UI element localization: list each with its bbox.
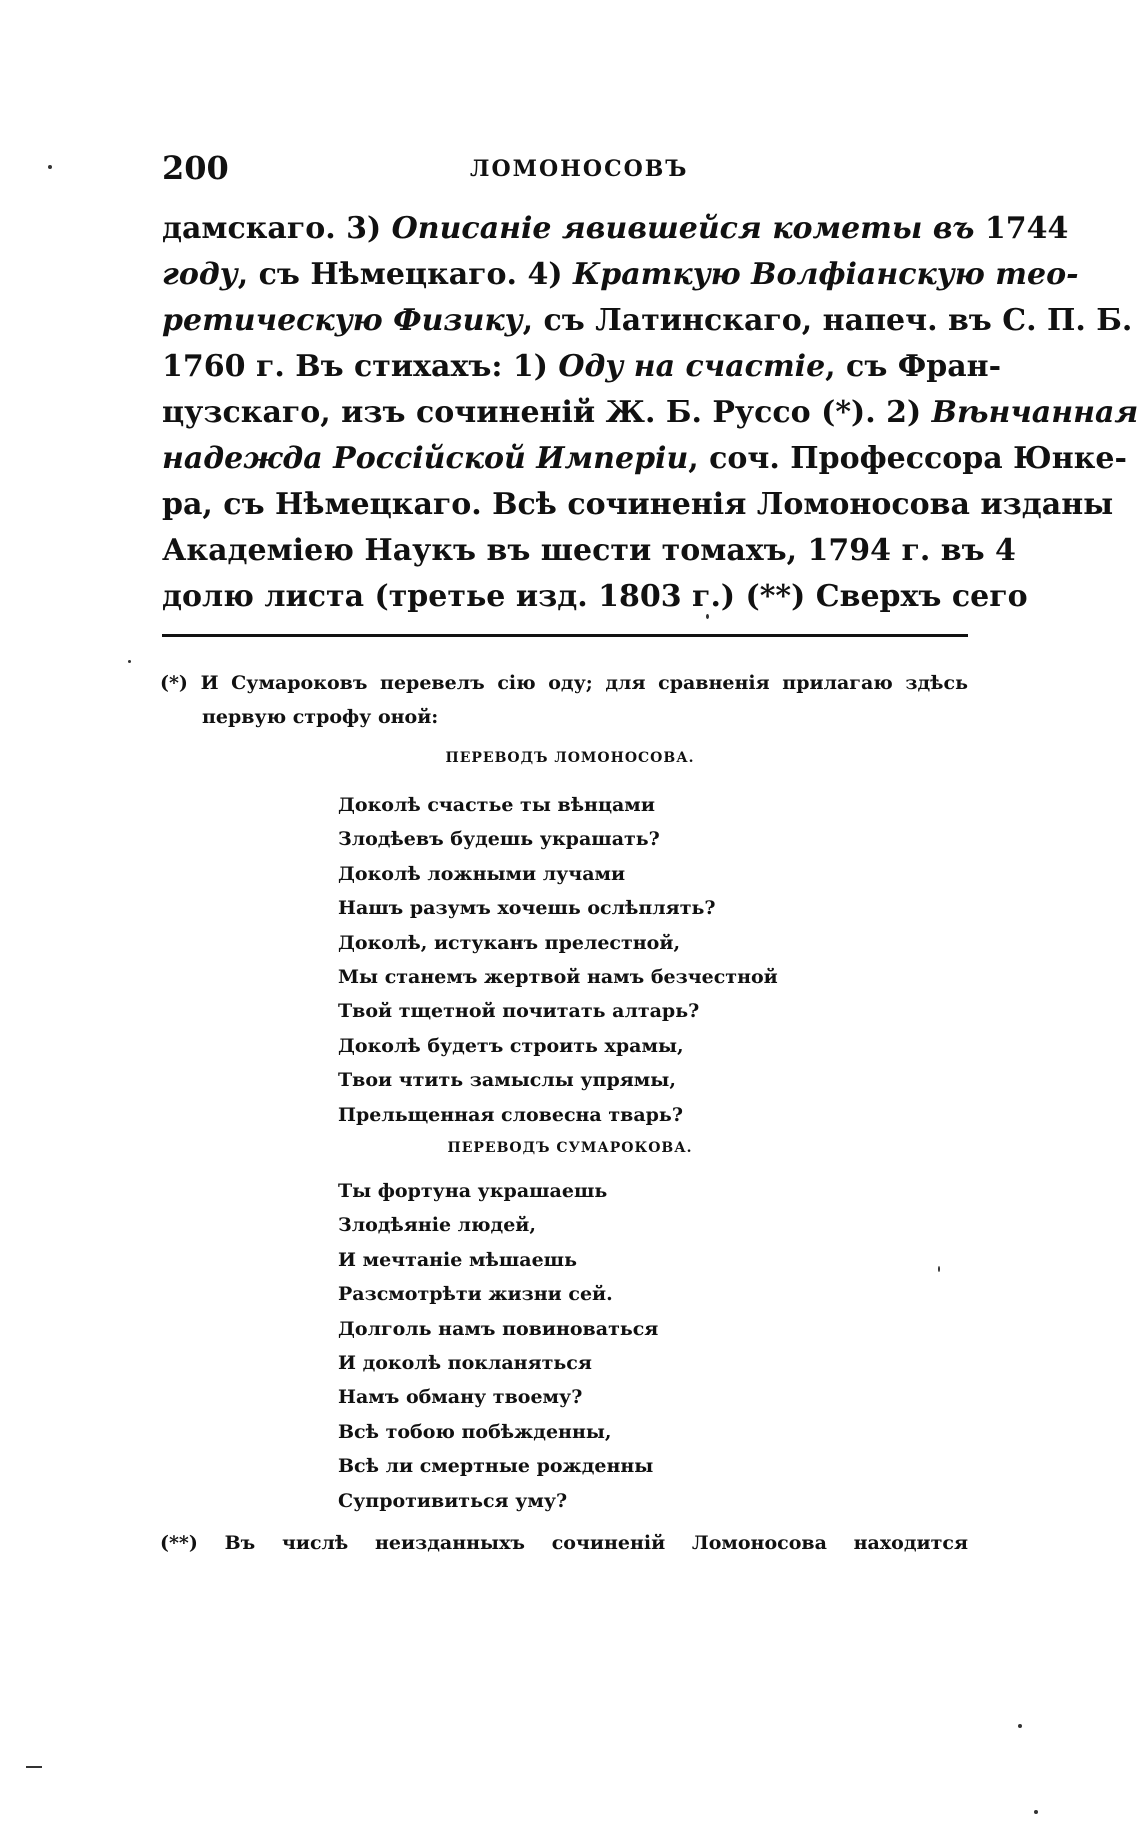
- italic-title: надежда Россійской Имперіи: [162, 441, 689, 476]
- text-line: [162, 482, 1114, 528]
- verse-line: Злодѣевъ будешь украшать?: [338, 828, 660, 851]
- verse-line: Мы станемъ жертвой намъ безчестной: [338, 966, 778, 989]
- text-line: [162, 390, 1139, 436]
- text-run: , съ Нѣмецкаго. 4): [237, 257, 573, 292]
- verse-line: Твой тщетной почитать алтарь?: [338, 1000, 700, 1023]
- sumarokov-translation-heading: ПЕРЕВОДЪ СУМАРОКОВА.: [447, 1140, 693, 1156]
- verse-line: Супротивиться уму?: [338, 1489, 568, 1512]
- verse-line: Разсмотрѣти жизни сей.: [338, 1283, 613, 1306]
- italic-title: Вѣнчанная: [931, 395, 1139, 430]
- italic-title: Оду на счастіе: [558, 349, 826, 384]
- main-text: [162, 206, 1139, 620]
- text-run: , съ Латинскаго, напеч. въ С. П. Б.: [522, 303, 1133, 338]
- text-line: [162, 344, 1002, 390]
- text-run: долю листа (третье изд. 1803 г.) (**) Сверхъ сего: [162, 579, 1028, 614]
- verse-line: Доколѣ будетъ строить храмы,: [338, 1034, 684, 1057]
- text-run: 1744: [984, 211, 1069, 246]
- verse-line: Доколѣ счастье ты вѣнцами: [338, 794, 655, 816]
- verse-line: Прельщенная словесна тварь?: [338, 1103, 683, 1126]
- text-run: 1760 г. Въ стихахъ: 1): [162, 349, 559, 384]
- verse-line: Злодѣяніе людей,: [338, 1214, 536, 1237]
- verse-line: Всѣ тобою побѣжденны,: [338, 1420, 612, 1443]
- scan-speck: [48, 165, 52, 169]
- text-line: [162, 436, 1127, 482]
- text-line: [162, 206, 1069, 252]
- verse-line: Твои чтить замыслы упрямы,: [338, 1069, 676, 1092]
- verse-line: И мечтаніе мѣшаешь: [338, 1248, 577, 1271]
- italic-title: году: [162, 257, 238, 292]
- running-head: ЛОМОНОСОВЪ: [470, 156, 689, 182]
- footnote-two: (**) Въ числѣ неизданныхъ сочиненій Ломоносова находится: [160, 1532, 968, 1554]
- lomonosov-translation-stanza: [338, 788, 898, 1132]
- verse-line: Нашъ разумъ хочешь ослѣплять?: [338, 897, 716, 920]
- italic-title: Описаніе явившейся кометы въ: [391, 211, 985, 246]
- italic-title: Краткую Волфіанскую тео-: [572, 257, 1079, 292]
- text-run: , съ Фран-: [825, 349, 1002, 384]
- verse-line: Ты фортуна украшаешь: [338, 1180, 608, 1202]
- scan-speck: [1018, 1724, 1022, 1728]
- text-run: дамскаго. 3): [162, 211, 392, 246]
- page-number: 200: [162, 149, 229, 187]
- italic-title: ретическую Физику: [162, 303, 523, 338]
- lomonosov-translation-heading: ПЕРЕВОДЪ ЛОМОНОСОВА.: [445, 750, 695, 766]
- text-run: Академіею Наукъ въ шести томахъ, 1794 г. въ 4: [162, 533, 1016, 568]
- footnote-separator-rule: [162, 634, 968, 637]
- text-line: [162, 574, 1028, 620]
- verse-line: И доколѣ покланяться: [338, 1352, 592, 1375]
- text-line: [162, 252, 1079, 298]
- scan-speck: [1034, 1810, 1038, 1814]
- text-line: [162, 298, 1133, 344]
- scan-speck: [706, 614, 709, 619]
- verse-line: Всѣ ли смертные рожденны: [338, 1455, 654, 1478]
- text-run: цузскаго, изъ сочиненій Ж. Б. Руссо (*). 2): [162, 395, 932, 430]
- footnote-one-line: первую строфу оной:: [202, 706, 439, 728]
- page-header: [162, 148, 968, 196]
- scan-speck: [938, 1266, 940, 1272]
- sumarokov-translation-stanza: [338, 1174, 898, 1518]
- text-run: , соч. Профессора Юнке-: [688, 441, 1127, 476]
- verse-line: Доколѣ, истуканъ прелестной,: [338, 931, 681, 954]
- verse-line: Намъ обману твоему?: [338, 1386, 583, 1409]
- text-line: [162, 528, 1016, 574]
- verse-line: Доколѣ ложными лучами: [338, 862, 626, 885]
- verse-line: Долголь намъ повиноваться: [338, 1317, 659, 1340]
- scan-speck: [128, 660, 131, 663]
- footnote-one-line: (*) И Сумароковъ перевелъ сію оду; для сравненія прилагаю здѣсь: [160, 672, 968, 694]
- scan-speck: [26, 1766, 42, 1768]
- footnote-one: [160, 666, 968, 734]
- text-run: ра, съ Нѣмецкаго. Всѣ сочиненія Ломоносова изданы: [162, 487, 1114, 522]
